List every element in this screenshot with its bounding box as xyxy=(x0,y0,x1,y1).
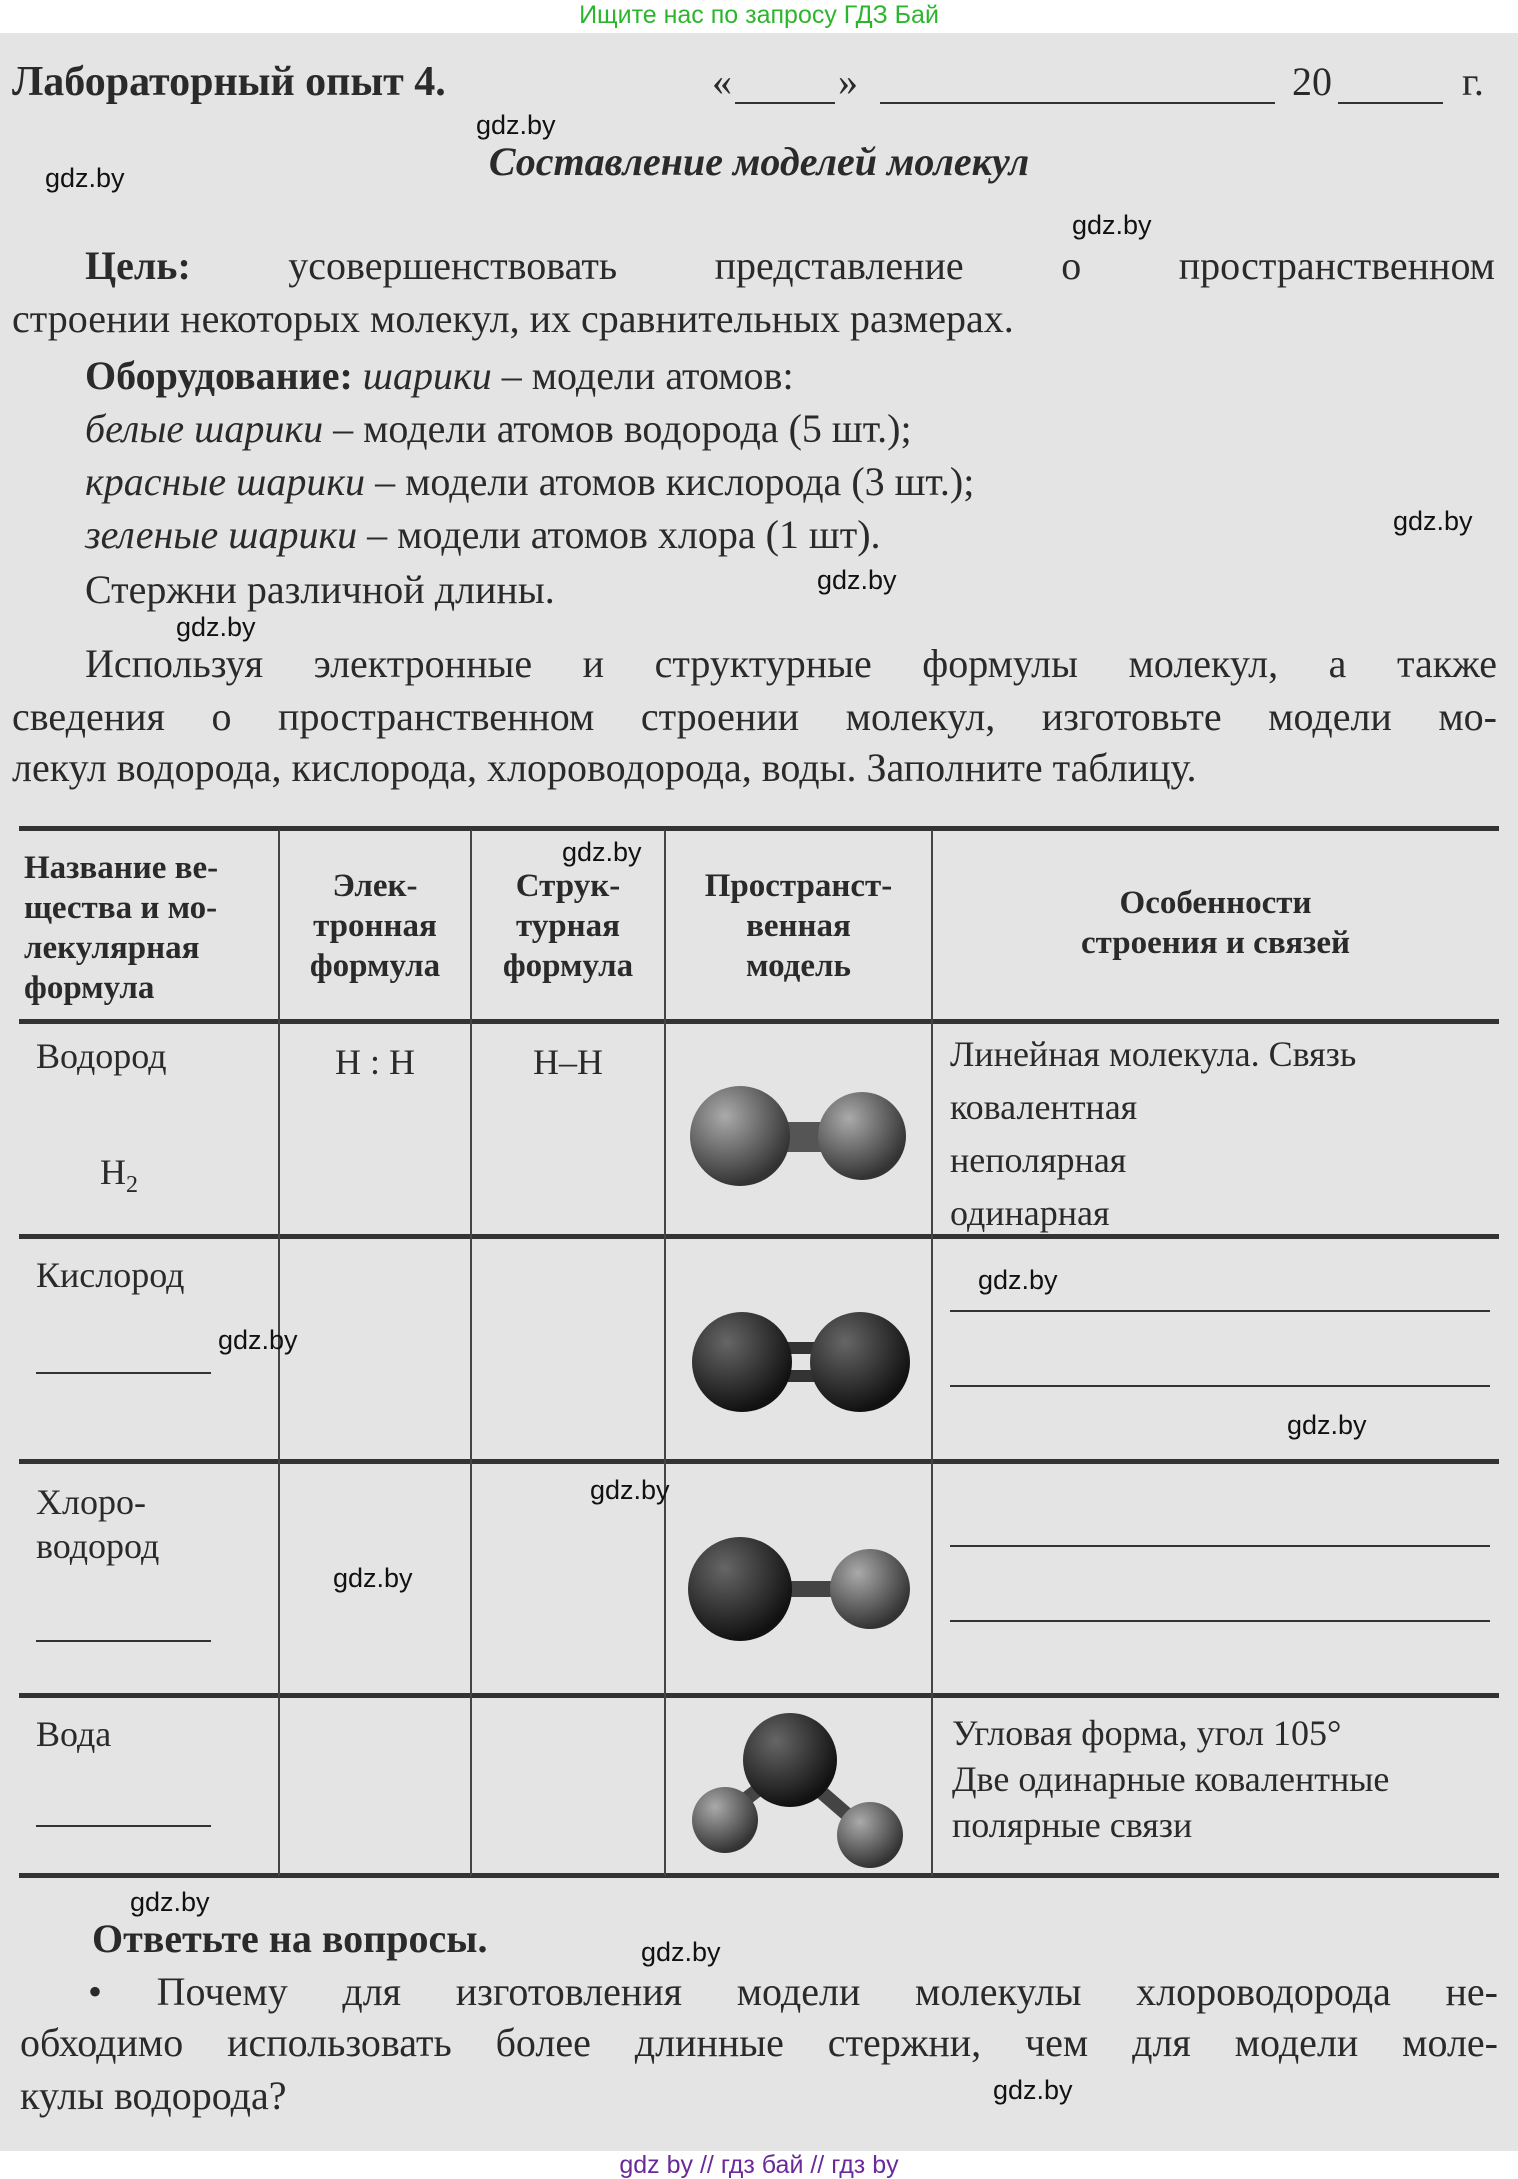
header-model: Пространст- венная модель xyxy=(704,868,893,984)
row-formula xyxy=(100,1150,138,1207)
item-em: белые шарики xyxy=(85,406,324,451)
watermark: gdz.by xyxy=(476,110,556,140)
search-banner[interactable]: Ищите нас по запросу ГДЗ Бай xyxy=(579,1,939,29)
item-em: зеленые шарики xyxy=(85,512,358,557)
row-name: Кислород xyxy=(36,1255,185,1295)
instruction-line3: лекул водорода, кислорода, хлороводорода, воды. Заполните таблицу. xyxy=(12,745,1197,790)
item-em: красные шарики xyxy=(85,459,366,504)
hcl-model-image xyxy=(670,1525,930,1655)
year-label: 20 xyxy=(1292,59,1332,104)
watermark: gdz.by xyxy=(590,1475,670,1505)
item-text: – модели атомов хлора (1 шт). xyxy=(357,512,881,557)
row-features: Угловая форма, угол 105° Две одинарные ковалентные полярные связи xyxy=(952,1713,1390,1845)
year-suffix: г. xyxy=(1462,59,1484,104)
equipment-em: шарики xyxy=(362,353,492,398)
rods-line: Стержни различной длины. xyxy=(85,567,555,612)
watermark: gdz.by xyxy=(993,2075,1073,2105)
goal-line2: строении некоторых молекул, их сравнительных размерах. xyxy=(12,296,1014,341)
watermark: gdz.by xyxy=(1393,506,1473,536)
instruction-line2: сведения о пространственном строении молекул, изготовьте модели мо- xyxy=(12,694,1497,739)
watermark: gdz.by xyxy=(45,163,125,193)
page-title: Лабораторный опыт 4. xyxy=(12,59,446,105)
watermark: gdz.by xyxy=(641,1937,721,1967)
watermark: gdz.by xyxy=(817,565,897,595)
header-name: Название ве- щества и мо- лекулярная формула xyxy=(24,850,219,1006)
row-name: Хлоро- водород xyxy=(36,1482,160,1566)
row-electronic: H : H xyxy=(335,1042,415,1082)
formula-main: H xyxy=(100,1152,126,1192)
h2o-model-image xyxy=(680,1705,930,1870)
equipment-text: – модели атомов: xyxy=(491,353,794,398)
formula-sub: 2 xyxy=(126,1172,138,1199)
header-features: Особенности строения и связей xyxy=(1081,885,1350,961)
header-electronic: Элек- тронная формула xyxy=(309,868,441,984)
equipment-label: Оборудование: xyxy=(85,353,353,398)
watermark: gdz.by xyxy=(978,1265,1058,1295)
goal-label: Цель: xyxy=(85,243,191,288)
header-structural: Струк- турная формула xyxy=(502,868,634,984)
equipment-item xyxy=(85,509,881,561)
watermark: gdz.by xyxy=(218,1325,298,1355)
item-text: – модели атомов водорода (5 шт.); xyxy=(323,406,912,451)
footer-links[interactable]: gdz by // гдз бай // гдз by xyxy=(0,2151,1518,2179)
item-text: – модели атомов кислорода (3 шт.); xyxy=(365,459,975,504)
goal-line1 xyxy=(85,240,1495,292)
date-open-quote: « xyxy=(712,59,732,104)
watermark: gdz.by xyxy=(130,1887,210,1917)
watermark: gdz.by xyxy=(176,612,256,642)
row-structural: H–H xyxy=(533,1042,603,1082)
question-line1: • Почему для изготовления модели молекулы хлороводорода не- xyxy=(88,1969,1498,2014)
equipment-item xyxy=(85,403,912,455)
row-features: Линейная молекула. Связь ковалентная неполярная одинарная xyxy=(950,1034,1357,1233)
watermark: gdz.by xyxy=(1287,1410,1367,1440)
watermark: gdz.by xyxy=(1072,210,1152,240)
question-line2: обходимо использовать более длинные стержни, чем для модели моле- xyxy=(20,2020,1498,2065)
question-line3: кулы водорода? xyxy=(20,2073,287,2118)
row-name: Водород xyxy=(36,1036,167,1076)
instruction-line1: Используя электронные и структурные формулы молекул, а также xyxy=(85,641,1497,686)
equipment-item xyxy=(85,456,974,508)
o2-model-image xyxy=(680,1300,920,1430)
questions-title: Ответьте на вопросы. xyxy=(92,1916,488,1961)
subtitle: Составление моделей молекул xyxy=(488,139,1030,184)
goal-text: усовершенствовать представление о пространственном xyxy=(288,243,1495,288)
watermark: gdz.by xyxy=(333,1563,413,1593)
row-name: Вода xyxy=(36,1714,112,1754)
h2-model-image xyxy=(680,1070,920,1200)
watermark: gdz.by xyxy=(562,837,642,867)
equipment-line xyxy=(85,350,794,402)
date-close-quote: » xyxy=(838,59,858,104)
